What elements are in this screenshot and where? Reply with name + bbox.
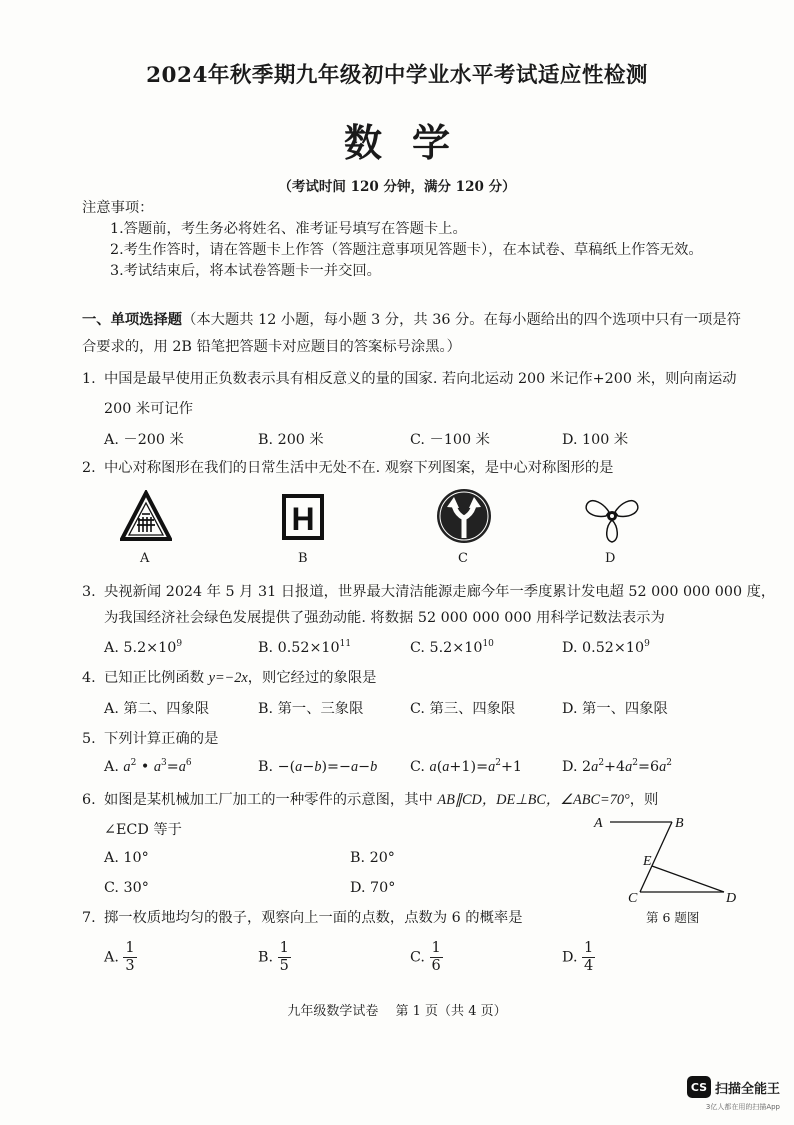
- watermark-name: 扫描全能王: [714, 1081, 780, 1097]
- q6-stem-line2: ∠ECD 等于: [104, 822, 182, 838]
- q5-number: 5.: [82, 731, 96, 747]
- notice-item: 3.考试结束后，将本试卷答题卡一并交回。: [110, 263, 381, 279]
- q2-number: 2.: [82, 460, 96, 476]
- point-e-label: E: [643, 854, 652, 869]
- q3-option-b: B. $0.52\times 10^{11}$: [258, 639, 352, 656]
- q7-option-c: C. $\frac{1}{6}$: [410, 940, 441, 974]
- section-desc-line2: 合要求的，用 2B 铅笔把答题卡对应题目的答案标号涂黑。）: [82, 339, 461, 355]
- q2-label-a: A: [140, 551, 150, 566]
- q1-option-b: B. 200 米: [258, 432, 324, 448]
- section-heading: [82, 310, 741, 330]
- point-c-label: C: [628, 891, 638, 906]
- q6-figure-caption: 第 6 题图: [646, 910, 700, 925]
- watermark-subtitle: 3亿人都在用的扫描App: [705, 1103, 780, 1111]
- q1-number: 1.: [82, 371, 96, 387]
- q4-option-c: C. 第三、四象限: [410, 701, 516, 717]
- warning-triangle-icon: [122, 493, 170, 539]
- page-footer: 九年级数学试卷 第 1 页（共 4 页）: [287, 1004, 507, 1019]
- q7-option-b: B. $\frac{1}{5}$: [258, 940, 289, 974]
- q3-option-d: D. $0.52\times 10^9$: [562, 639, 650, 656]
- q2-figure-a: [120, 490, 172, 542]
- q1-stem: 中国是最早使用正负数表示具有相反意义的量的国家. 若向北运动 200 米记作+200 米，则向南运动: [104, 371, 737, 387]
- q3-stem: 央视新闻 2024 年 5 月 31 日报道，世界最大清洁能源走廊今年一季度累计发电超 52 000 000 000 度，: [104, 584, 776, 600]
- q3-number: 3.: [82, 584, 96, 600]
- subject-title: 数学: [343, 120, 480, 165]
- segment-ed: [652, 866, 724, 892]
- q2-stem: 中心对称图形在我们的日常生活中无处不在. 观察下列图案，是中心对称图形的是: [104, 460, 614, 476]
- q6-stem: 如图是某机械加工厂加工的一种零件的示意图，其中 AB∥CD，DE⊥BC，∠ABC=70°，则: [104, 792, 659, 808]
- point-d-label: D: [726, 891, 737, 906]
- q2-figure-b: [281, 493, 325, 541]
- q2-figure-d: [582, 488, 642, 544]
- q6-option-d: D. 70°: [350, 880, 396, 896]
- q6-option-a: A. 10°: [104, 850, 149, 866]
- q1-option-d: D. 100 米: [562, 432, 629, 448]
- q2-label-d: D: [605, 551, 616, 566]
- q4-option-b: B. 第一、三象限: [258, 701, 364, 717]
- q4-option-a: A. 第二、四象限: [104, 701, 210, 717]
- q2-figure-c: [436, 488, 492, 544]
- fan-icon: [586, 501, 638, 542]
- q6-option-b: B. 20°: [350, 850, 395, 866]
- q5-option-a: A. $a^2$ • $a^3=a^6$: [104, 758, 192, 775]
- q1-stem-line2: 200 米可记作: [104, 401, 194, 417]
- point-b-label: B: [675, 816, 684, 831]
- exam-info: （考试时间 120 分钟，满分 120 分）: [278, 179, 516, 195]
- q7-stem: 掷一枚质地均匀的骰子，观察向上一面的点数，点数为 6 的概率是: [104, 910, 523, 926]
- q4-stem: 已知正比例函数 y=−2x，则它经过的象限是: [104, 670, 377, 686]
- sign-letter: H: [291, 501, 315, 537]
- exam-title: 2024年秋季期九年级初中学业水平考试适应性检测: [146, 63, 648, 88]
- notice-heading: 注意事项：: [82, 200, 154, 216]
- q7-option-d: D. $\frac{1}{4}$: [562, 940, 594, 974]
- q5-option-c: C. $a(a+1)=a^2+1$: [410, 758, 523, 775]
- q4-number: 4.: [82, 670, 96, 686]
- scanner-watermark: [687, 1076, 780, 1098]
- q1-option-a: A. －200 米: [104, 432, 184, 448]
- notice-item: 2.考生作答时，请在答题卡上作答（答题注意事项见答题卡），在本试卷、草稿纸上作答无效。: [110, 242, 703, 258]
- q6-figure: [588, 808, 748, 908]
- camscanner-logo-icon: CS: [687, 1076, 711, 1098]
- q2-label-b: B: [298, 551, 308, 566]
- q6-number: 6.: [82, 792, 96, 808]
- q5-option-b: B. −(a−b)=−a−b: [258, 759, 378, 775]
- q5-option-d: D. $2a^2+4a^2=6a^2$: [562, 758, 672, 775]
- q3-stem-line2: 为我国经济社会绿色发展提供了强劲动能. 将数据 52 000 000 000 用科学记数法表示为: [104, 610, 665, 626]
- q1-option-c: C. －100 米: [410, 432, 490, 448]
- q7-number: 7.: [82, 910, 96, 926]
- q3-option-a: A. $5.2\times 10^9$: [104, 639, 183, 656]
- q5-stem: 下列计算正确的是: [104, 731, 219, 747]
- notice-item: 1.答题前，考生务必将姓名、准考证号填写在答题卡上。: [110, 221, 467, 237]
- q3-option-c: C. $5.2\times 10^{10}$: [410, 639, 494, 656]
- point-a-label: A: [594, 816, 603, 831]
- q6-option-c: C. 30°: [104, 880, 149, 896]
- section-title: 一、单项选择题: [82, 312, 183, 328]
- q7-option-a: A. $\frac{1}{3}$: [104, 940, 135, 974]
- section-desc: （本大题共 12 小题，每小题 3 分，共 36 分。在每小题给出的四个选项中只有一项是符: [182, 312, 741, 328]
- q4-option-d: D. 第一、四象限: [562, 701, 668, 717]
- q2-label-c: C: [458, 551, 468, 566]
